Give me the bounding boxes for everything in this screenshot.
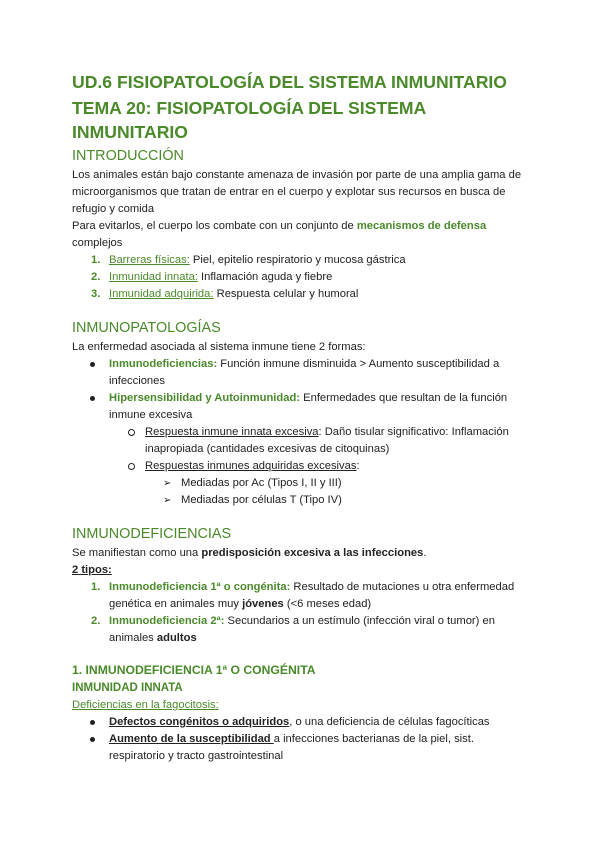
inmunopat-paragraph: La enfermedad asociada al sistema inmune tiene 2 formas: (72, 341, 366, 353)
list-item: Respuestas inmunes adquiridas excesivas: (72, 458, 532, 475)
list-item: ➢ Mediadas por Ac (Tipos I, II y III) (72, 475, 532, 492)
inmunopat-subsublist (72, 475, 532, 509)
inmunodef-list (72, 579, 532, 647)
inmunopat-sublist (72, 424, 532, 475)
list-item: Hipersensibilidad y Autoinmunidad: Enfermedades que resultan de la función inmune excesiva (72, 390, 532, 424)
list-item: ➢ Mediadas por células T (Tipo IV) (72, 492, 532, 509)
inmunopat-list (72, 356, 532, 424)
list-item: Inmunodeficiencias: Función inmune disminuida > Aumento susceptibilidad a infecciones (72, 356, 532, 390)
inmunodeficiencias-heading: INMUNODEFICIENCIAS (72, 526, 232, 542)
list-item: Defectos congénitos o adquiridos, o una deficiencia de células fagocíticas (72, 714, 532, 731)
list-item: 1. Barreras físicas: Piel, epitelio respiratorio y mucosa gástrica (91, 254, 406, 266)
fagocitosis-label: Deficiencias en la fagocitosis: (72, 699, 219, 711)
tema-title: TEMA 20: FISIOPATOLOGÍA DEL SISTEMA INMUNITARIO (72, 98, 426, 142)
tipos-label: 2 tipos: (72, 564, 112, 576)
fagocitosis-list (72, 714, 532, 765)
unit-title: UD.6 FISIOPATOLOGÍA DEL SISTEMA INMUNITARIO (72, 72, 507, 92)
list-item: 1. Inmunodeficiencia 1ª o congénita: Resultado de mutaciones u otra enfermedad genética en animales muy jóvenes (<6 meses edad) (91, 581, 515, 610)
inmunidad-innata-heading: INMUNIDAD INNATA (72, 682, 183, 694)
inmunodef-paragraph: Se manifiestan como una predisposición excesiva a las infecciones. (72, 547, 427, 559)
intro-list (72, 252, 532, 303)
list-item: 2. Inmunodeficiencia 2ª: Secundarios a un estímulo (infección viral o tumor) en animales adultos (91, 615, 495, 644)
arrow-icon: ➢ (163, 478, 172, 489)
list-item: 3. Inmunidad adquirida: Respuesta celular y humoral (91, 288, 359, 300)
section-1-heading: 1. INMUNODEFICIENCIA 1ª O CONGÉNITA (72, 663, 316, 677)
inmunopatologias-heading: INMUNOPATOLOGÍAS (72, 320, 221, 336)
intro-paragraph-2: Para evitarlos, el cuerpo los combate con un conjunto de mecanismos de defensa complejos (72, 220, 487, 249)
list-item: Aumento de la susceptibilidad a infecciones bacterianas de la piel, sist. respiratorio y tracto gastrointestinal (72, 731, 532, 765)
list-item: Respuesta inmune innata excesiva: Daño tisular significativo: Inflamación inapropiada (cantidades excesivas de citoquinas) (72, 424, 532, 458)
document-page (72, 70, 532, 765)
arrow-icon: ➢ (163, 495, 172, 506)
intro-paragraph-1: Los animales están bajo constante amenaza de invasión por parte de una amplia gama de microorganismos que tratan de entrar en el cuerpo y explotar sus recursos en busca de refugio y comida (72, 169, 522, 215)
list-item: 2. Inmunidad innata: Inflamación aguda y fiebre (91, 271, 333, 283)
intro-heading: INTRODUCCIÓN (72, 148, 184, 164)
